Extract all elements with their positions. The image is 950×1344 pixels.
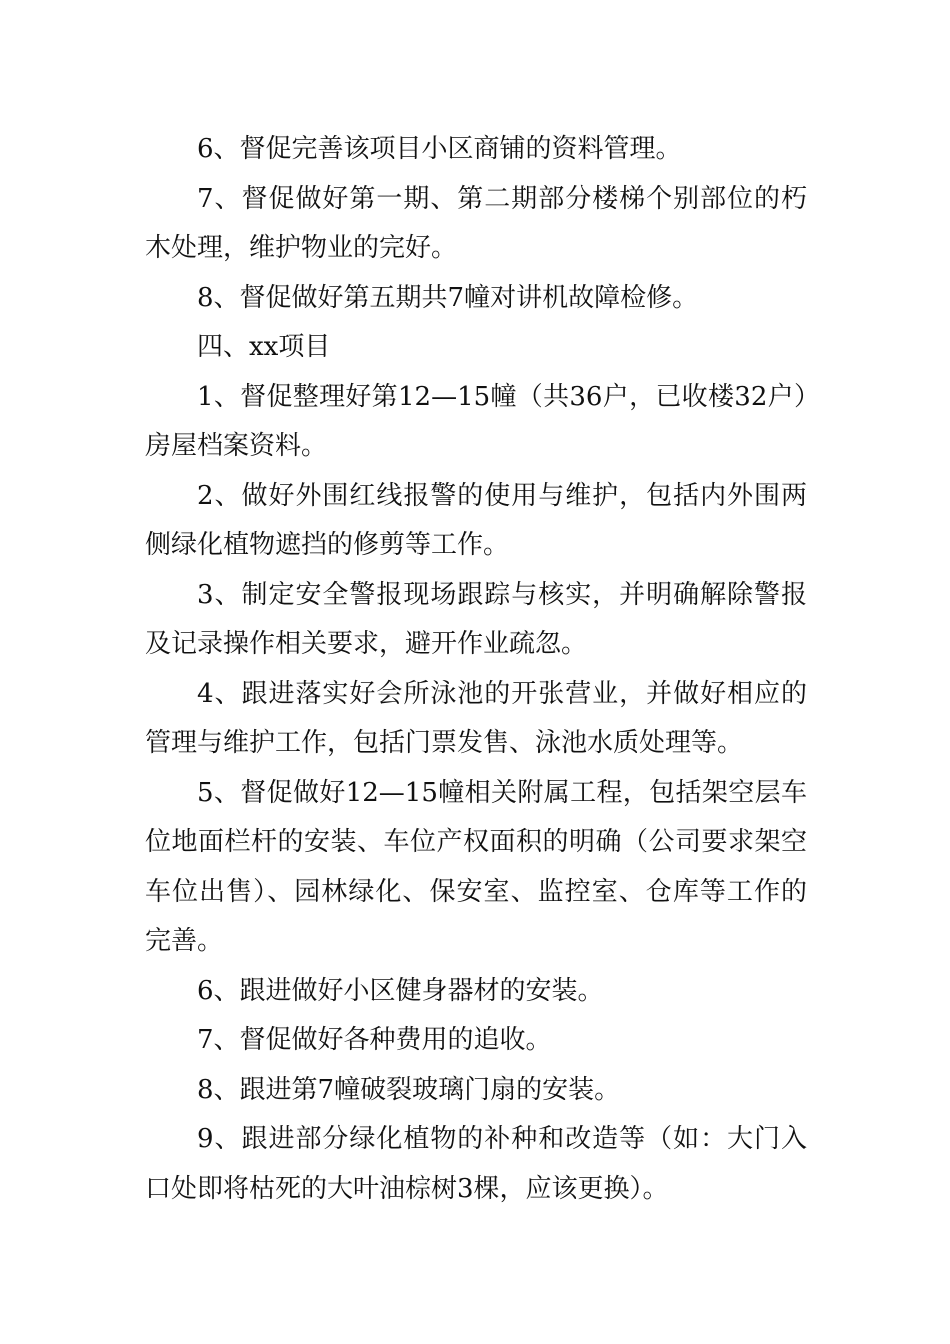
paragraph-item-6-shop-records: 6、督促完善该项目小区商铺的资料管理。 <box>197 134 682 164</box>
paragraph-item-2-alarm: 2、做好外围红线报警的使用与维护，包括内外围两侧绿化植物遮挡的修剪等工作。 <box>145 480 807 560</box>
paragraph-item-5-ancillary-works: 5、督促做好12—15幢相关附属工程，包括架空层车位地面栏杆的安装、车位产权面积的明确（公司要求架空车位出售）、园林绿化、保安室、监控室、仓库等工作的完善。 <box>145 777 807 956</box>
paragraph-item-7-stair-wood: 7、督促做好第一期、第二期部分楼梯个别部位的朽木处理，维护物业的完好。 <box>145 183 807 263</box>
paragraph-item-6-fitness: 6、跟进做好小区健身器材的安装。 <box>197 975 604 1006</box>
paragraph-item-7-fees: 7、督促做好各种费用的追收。 <box>197 1025 552 1055</box>
paragraph-item-8-glass-door: 8、跟进第7幢破裂玻璃门扇的安装。 <box>197 1074 621 1105</box>
section-heading-project-4: 四、xx项目 <box>197 332 331 362</box>
paragraph-item-1-archives: 1、督促整理好第12—15幢（共36户，已收楼32户）房屋档案资料。 <box>145 381 807 461</box>
paragraph-item-8-intercom: 8、督促做好第五期共7幢对讲机故障检修。 <box>197 282 699 313</box>
paragraph-item-9-greenery: 9、跟进部分绿化植物的补种和改造等（如：大门入口处即将枯死的大叶油棕树3棵，应该更换）。 <box>145 1124 807 1204</box>
document-body <box>145 125 807 1214</box>
paragraph-item-4-pool: 4、跟进落实好会所泳池的开张营业，并做好相应的管理与维护工作，包括门票发售、泳池水质处理等。 <box>145 678 807 758</box>
paragraph-item-3-security: 3、制定安全警报现场跟踪与核实，并明确解除警报及记录操作相关要求，避开作业疏忽。 <box>145 579 807 659</box>
